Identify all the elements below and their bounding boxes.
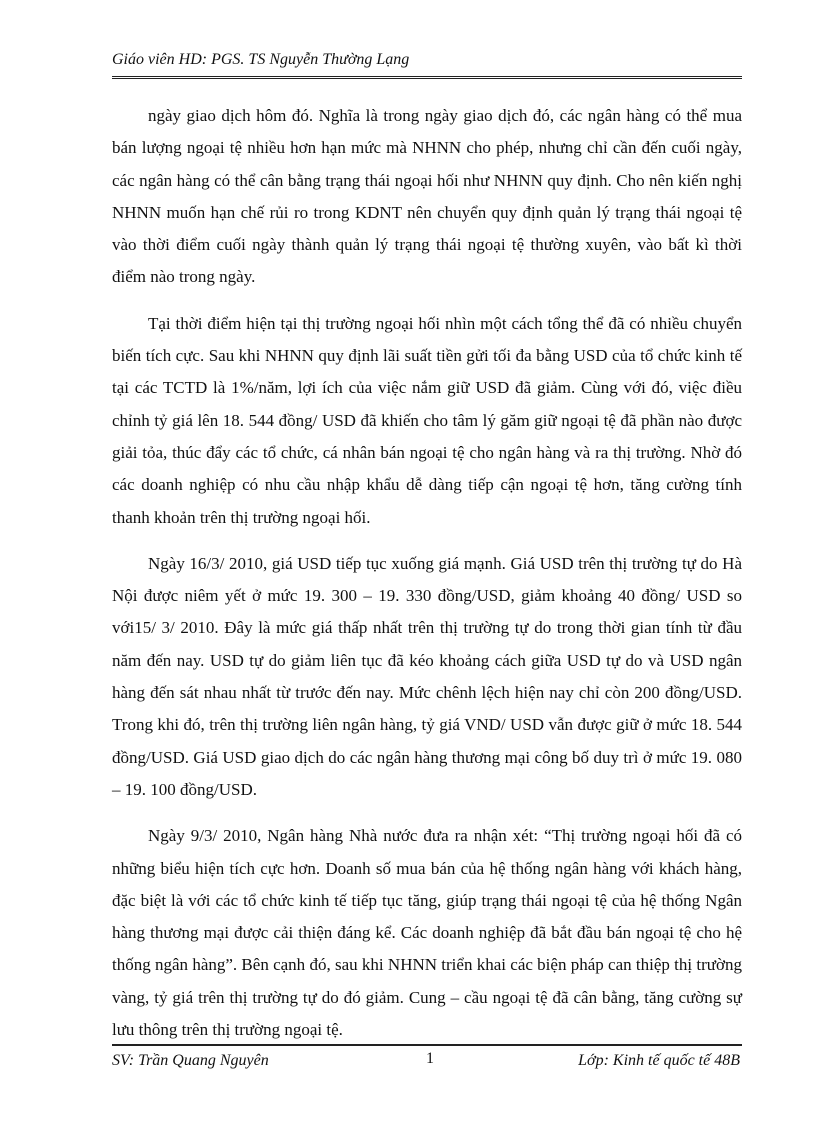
page-header — [112, 50, 742, 79]
document-body — [112, 100, 742, 1060]
paragraph: Ngày 9/3/ 2010, Ngân hàng Nhà nước đưa ra nhận xét: “Thị trường ngoại hối đã có những biểu hiện tích cực hơn. Doanh số mua bán của hệ thống ngân hàng với khách hàng, đặc biệt là với các tổ chức kinh tế tiếp tục tăng, giúp trạng thái ngoại tệ của hệ thống Ngân hàng thương mại được cải thiện đáng kể. Các doanh nghiệp đã bắt đầu bán ngoại tệ cho hệ thống ngân hàng”. Bên cạnh đó, sau khi NHNN triển khai các biện pháp can thiệp thị trường vàng, tỷ giá trên thị trường tự do đó giảm. Cung – cầu ngoại tệ đã cân bằng, tăng cường sự lưu thông trên thị trường ngoại tệ. — [112, 826, 742, 1040]
paragraph: Ngày 16/3/ 2010, giá USD tiếp tục xuống giá mạnh. Giá USD trên thị trường tự do Hà Nội được niêm yết ở mức 19. 300 – 19. 330 đồng/USD, giảm khoảng 40 đồng/ USD so với15/ 3/ 2010. Đây là mức giá thấp nhất trên thị trường tự do trong thời gian tính từ đầu năm đến nay. USD tự do giảm liên tục đã kéo khoảng cách giữa USD tự do và USD ngân hàng đến sát nhau nhất từ trước đến nay. Mức chênh lệch hiện nay chỉ còn 200 đồng/USD. Trong khi đó, trên thị trường liên ngân hàng, tỷ giá VND/ USD vẫn được giữ ở mức 18. 544 đồng/USD. Giá USD giao dịch do các ngân hàng thương mại công bố duy trì ở mức 19. 080 – 19. 100 đồng/USD. — [112, 553, 742, 799]
page-footer — [112, 1044, 742, 1074]
student-name: SV: Trần Quang Nguyên — [112, 1052, 269, 1069]
class-name: Lớp: Kinh tế quốc tế 48B — [578, 1052, 740, 1069]
paragraph: Tại thời điểm hiện tại thị trường ngoại hối nhìn một cách tổng thể đã có nhiều chuyển biến tích cực. Sau khi NHNN quy định lãi suất tiền gửi tối đa bằng USD của tổ chức kinh tế tại các TCTD là 1%/năm, lợi ích của việc nắm giữ USD đã giảm. Cùng với đó, việc điều chỉnh tỷ giá lên 18. 544 đồng/ USD đã khiến cho tâm lý găm giữ ngoại tệ đã phần nào được giải tỏa, thúc đẩy các tổ chức, cá nhân bán ngoại tệ cho ngân hàng và ra thị trường. Nhờ đó các doanh nghiệp có nhu cầu nhập khẩu dễ dàng tiếp cận ngoại tệ hơn, tăng cường tính thanh khoản trên thị trường ngoại hối. — [112, 313, 742, 527]
page-number: 1 — [426, 1050, 434, 1067]
paragraph: ngày giao dịch hôm đó. Nghĩa là trong ngày giao dịch đó, các ngân hàng có thể mua bán lượng ngoại tệ nhiều hơn hạn mức mà NHNN cho phép, nhưng chỉ cần đến cuối ngày, các ngân hàng có thể cân bằng trạng thái ngoại hối như NHNN quy định. Cho nên kiến nghị NHNN muốn hạn chế rủi ro trong KDNT nên chuyển quy định quản lý trạng thái ngoại tệ vào thời điểm cuối ngày thành quản lý trạng thái ngoại tệ thường xuyên, vào bất kì thời điểm nào trong ngày. — [112, 106, 742, 287]
advisor-header: Giáo viên HD: PGS. TS Nguyễn Thường Lạng — [112, 51, 410, 68]
